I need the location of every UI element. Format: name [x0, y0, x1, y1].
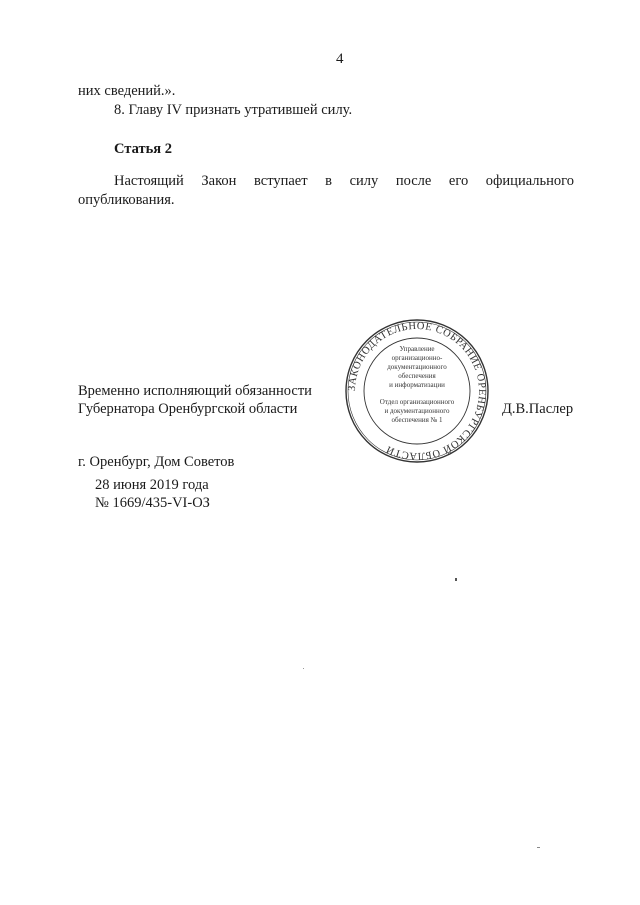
seal-inner-text: обеспечения — [398, 372, 436, 380]
scan-speck — [303, 668, 304, 669]
official-seal — [344, 318, 490, 464]
law-number: № 1669/435-VI-ОЗ — [95, 495, 210, 511]
law-date: 28 июня 2019 года — [95, 477, 209, 493]
seal-inner-text: обеспечения № 1 — [391, 416, 443, 424]
scan-speck — [537, 847, 540, 848]
article-paragraph-line1 — [114, 172, 574, 190]
article-word: Настоящий — [114, 173, 184, 189]
article-word: Закон — [201, 173, 237, 189]
seal-inner-text: и документационного — [384, 407, 450, 415]
seal-inner-text: Отдел организационного — [379, 398, 455, 406]
scan-speck — [455, 578, 457, 581]
signatory-name: Д.В.Паслер — [502, 401, 574, 417]
seal-inner-text: документационного — [387, 363, 447, 371]
article-word: в — [325, 173, 333, 189]
item-8: 8. Главу IV признать утратившей силу. — [114, 102, 353, 118]
signatory-title-line2: Губернатора Оренбургской области — [78, 401, 298, 417]
article-word: силу — [349, 173, 379, 189]
seal-inner-text: и информатизации — [389, 381, 445, 389]
seal-inner-text: Управление — [399, 345, 435, 353]
line-continuation: них сведений.». — [78, 83, 176, 99]
place-location: г. Оренбург, Дом Советов — [78, 454, 235, 470]
svg-text:ЗАКОНОДАТЕЛЬНОЕ СОБРАНИЕ ОРЕНБ — [347, 321, 487, 461]
article-word: официального — [485, 173, 574, 189]
signatory-title-line1: Временно исполняющий обязанности — [78, 383, 312, 399]
seal-inner-text: организационно- — [391, 354, 443, 362]
article-heading: Статья 2 — [114, 141, 172, 157]
page-number: 4 — [336, 51, 344, 67]
article-word: после — [395, 173, 432, 189]
article-word: вступает — [254, 173, 308, 189]
article-paragraph-line2: опубликования. — [78, 192, 175, 208]
article-word: его — [448, 173, 469, 189]
seal-outer-text: ЗАКОНОДАТЕЛЬНОЕ СОБРАНИЕ ОРЕНБУРГСКОЙ ОБЛАСТИ — [346, 320, 488, 462]
